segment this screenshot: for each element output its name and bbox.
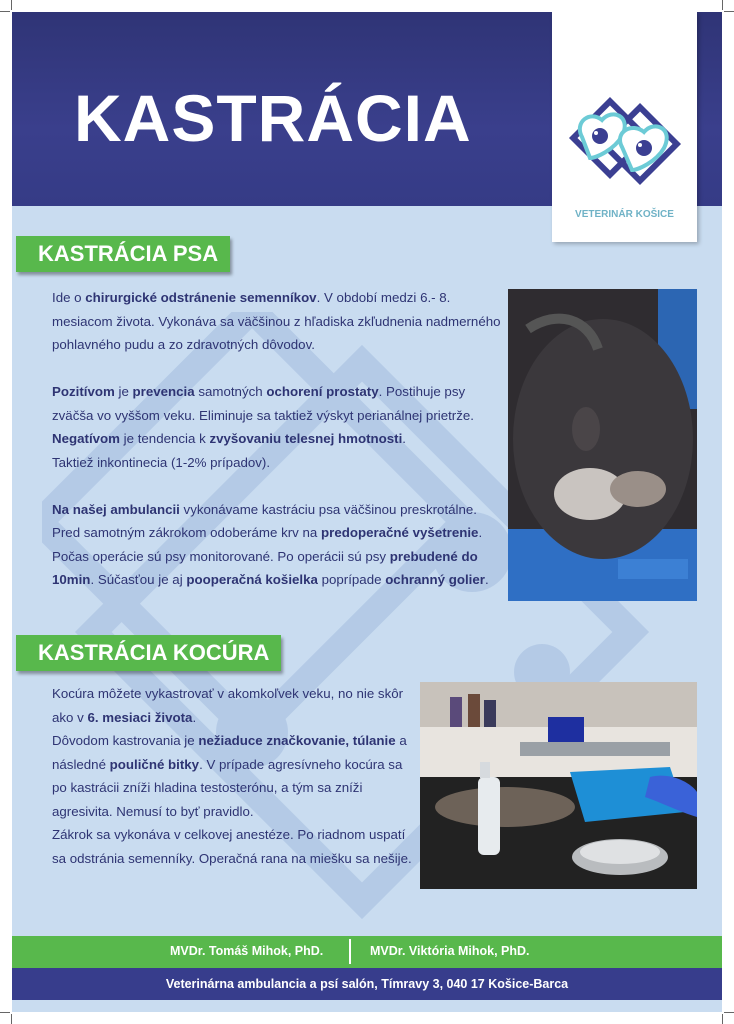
dog-text [52, 286, 502, 592]
paragraph: Na našej ambulancii vykonávame kastráciu psa väčšinou preskrotálne. Pred samotným zákrokom odoberáme krv na predoperačné vyšetrenie. Počas operácie sú psy monitorované. Po operácii sú psy prebudené do 10min. Súčasťou je aj pooperačná košielka poprípade ochranný golier. [52, 501, 489, 587]
divider [349, 939, 351, 964]
paragraph: Kocúra môžete vykastrovať v akomkoľvek veku, no nie skôr ako v 6. mesiaci života. [52, 686, 404, 725]
doctor-name: MVDr. Viktória Mihok, PhD. [370, 944, 530, 958]
crop-mark [724, 11, 734, 12]
footer-address: Veterinárna ambulancia a psí salón, Tímravy 3, 040 17 Košice-Barca [12, 968, 722, 1000]
doctor-name: MVDr. Tomáš Mihok, PhD. [170, 944, 324, 958]
crop-mark [0, 11, 10, 12]
dog-surgery-image [508, 289, 697, 601]
crop-mark [0, 1012, 10, 1013]
section-heading-cat: KASTRÁCIA KOCÚRA [16, 635, 281, 671]
footer-doctors [12, 936, 722, 968]
logo-card [552, 12, 697, 242]
crop-mark [11, 1014, 12, 1024]
crop-mark [11, 0, 12, 10]
veterinar-logo-icon [552, 12, 697, 207]
paragraph: Dôvodom kastrovania je nežiaduce značkovanie, túlanie a následné pouličné bitky. V prípade agresívneho kocúra sa po kastrácii zníži hladina testosterónu, a tým sa zníži agresivita. Nemusí to byť pravidlo. [52, 733, 407, 819]
paragraph: Pozitívom je prevencia samotných ochorení prostaty. Postihuje psy zväčša vo vyššom veku. Eliminuje sa taktiež výskyt perianálnej prietrže. [52, 384, 474, 423]
flyer-page [12, 12, 722, 1012]
crop-mark [722, 0, 723, 10]
dog-photo [508, 289, 697, 601]
paragraph: Zákrok sa vykonáva v celkovej anestéze. Po riadnom uspatí sa odstránia semenníky. Operačná rana na miešku sa nešije. [52, 827, 412, 866]
logo-text: VETERINÁR KOŠICE [575, 209, 674, 220]
crop-mark [722, 1014, 723, 1024]
paragraph: Ide o chirurgické odstránenie semenníkov. V období medzi 6.- 8. mesiacom života. Vykonáva sa väčšinou z hľadiska zkľudnenia nadmerného pohlavného pudu a zo zdravotných dôvodov. [52, 290, 501, 352]
cat-surgery-image [420, 682, 697, 889]
crop-mark [724, 1012, 734, 1013]
page-title: KASTRÁCIA [74, 81, 472, 155]
section-heading-dog: KASTRÁCIA PSA [16, 236, 230, 272]
paragraph: Negatívom je tendencia k zvyšovaniu telesnej hmotnosti. [52, 431, 406, 446]
cat-photo [420, 682, 697, 889]
paragraph: Taktiež inkontinecia (1-2% prípadov). [52, 454, 271, 470]
cat-text [52, 682, 414, 870]
